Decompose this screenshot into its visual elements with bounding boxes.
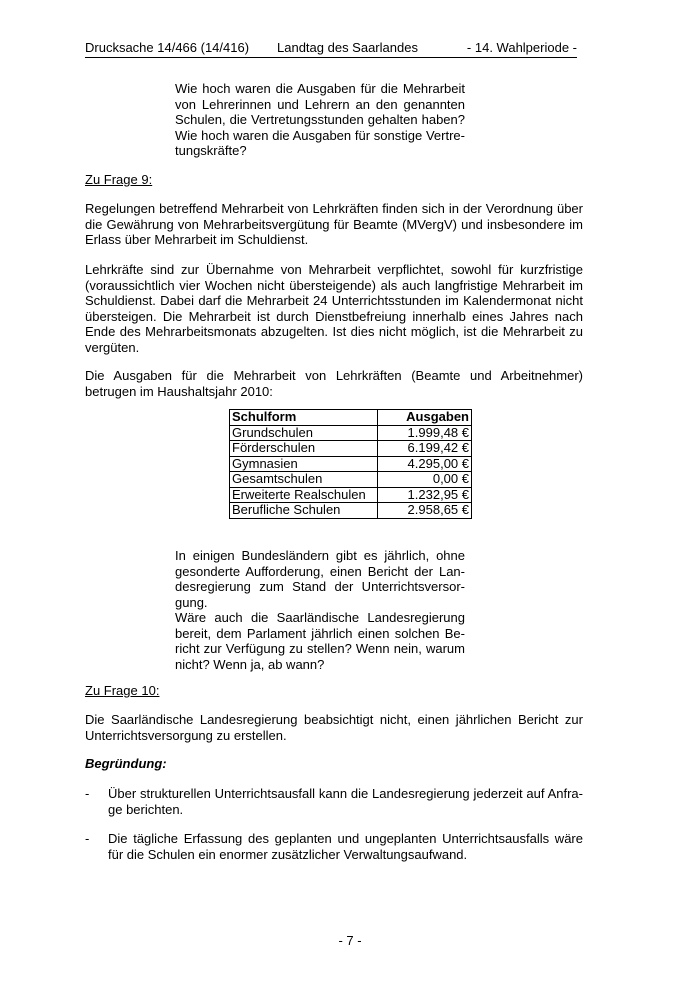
cell-ausgaben: 1.999,48 € [378,425,472,441]
table-row [230,487,472,503]
question-mehrarbeit: Wie hoch waren die Ausgaben für die Mehrarbeit von Lehrerinnen und Lehrern an den genannten Schulen, die Vertretungsstunden gehalten haben? Wie hoch waren die Ausgaben für sonstige Vertretungskräfte? [175,81,465,158]
table-header-row [230,410,472,426]
frage9-paragraph-1: Regelungen betreffend Mehrarbeit von Lehrkräften finden sich in der Verordnung über die Gewährung von Mehrarbeitsvergütung für Beamte (MVergV) und insbesondere im Erlass über Mehrarbeit im Schuldienst. [85,201,583,247]
bullet-dash: - [85,786,90,801]
cell-schulform: Berufliche Schulen [230,503,378,519]
document-number: Drucksache 14/466 (14/416) [85,40,250,55]
list-item [85,786,583,817]
frage9-paragraph-3: Die Ausgaben für die Mehrarbeit von Lehrkräften (Beamte und Arbeitnehmer) betrugen im Haushaltsjahr 2010: [85,368,583,399]
cell-ausgaben: 4.295,00 € [378,456,472,472]
page-header [85,40,577,58]
cell-ausgaben: 6.199,42 € [378,441,472,457]
frage9-paragraph-2: Lehrkräfte sind zur Übernahme von Mehrarbeit verpflichtet, sowohl für kurzfristige (voraussichtlich vier Wochen nicht übersteigende) als auch langfristige Mehrarbeit im Schuldienst. Dabei darf die Mehrarbeit 24 Unterrichtsstunden im Kalendermonat nicht übersteigen. Die Mehrarbeit ist durch Dienstbefreiung innerhalb eines Jahres nach Ende des Mehrarbeitsmonats abzugelten. Ist dies nicht möglich, ist die Mehrarbeit zu vergüten. [85,262,583,355]
cell-schulform: Erweiterte Realschulen [230,487,378,503]
legislative-period: - 14. Wahlperiode - [466,40,577,55]
table-row [230,425,472,441]
frage10-heading: Zu Frage 10: [85,683,160,698]
list-item-text: Über strukturellen Unterrichtsausfall kann die Landesregierung jederzeit auf Anfrage berichten. [108,786,583,817]
list-item-text: Die tägliche Erfassung des geplanten und ungeplanten Unterrichtsausfalls wäre für die Schulen ein enormer zusätzlicher Verwaltungsaufwand. [108,831,583,862]
question-bericht-2: Wäre auch die Saarländische Landesregierung bereit, dem Parlament jährlich einen solchen Bericht zur Verfügung zu stellen? Wenn nein, warum nicht? Wenn ja, ab wann? [175,610,465,672]
table-row [230,456,472,472]
parliament-name: Landtag des Saarlandes [277,40,418,55]
question-bericht-1: In einigen Bundesländern gibt es jährlich, ohne gesonderte Aufforderung, einen Bericht der Landesregierung zum Stand der Unterrichtsversorgung. [175,548,465,610]
ausgaben-table [229,409,472,519]
frage9-heading: Zu Frage 9: [85,172,153,187]
cell-ausgaben: 2.958,65 € [378,503,472,519]
frage10-paragraph: Die Saarländische Landesregierung beabsichtigt nicht, einen jährlichen Bericht zur Unterrichtsversorgung zu erstellen. [85,712,583,743]
column-header-ausgaben: Ausgaben [378,410,472,426]
list-item [85,831,583,862]
cell-schulform: Grundschulen [230,425,378,441]
cell-schulform: Gesamtschulen [230,472,378,488]
begruendung-heading: Begründung: [85,756,167,771]
cell-ausgaben: 0,00 € [378,472,472,488]
cell-ausgaben: 1.232,95 € [378,487,472,503]
table-row [230,472,472,488]
table-row [230,441,472,457]
cell-schulform: Gymnasien [230,456,378,472]
bullet-dash: - [85,831,90,846]
cell-schulform: Förderschulen [230,441,378,457]
column-header-schulform: Schulform [230,410,378,426]
page-number: - 7 - [338,933,362,948]
table-row [230,503,472,519]
